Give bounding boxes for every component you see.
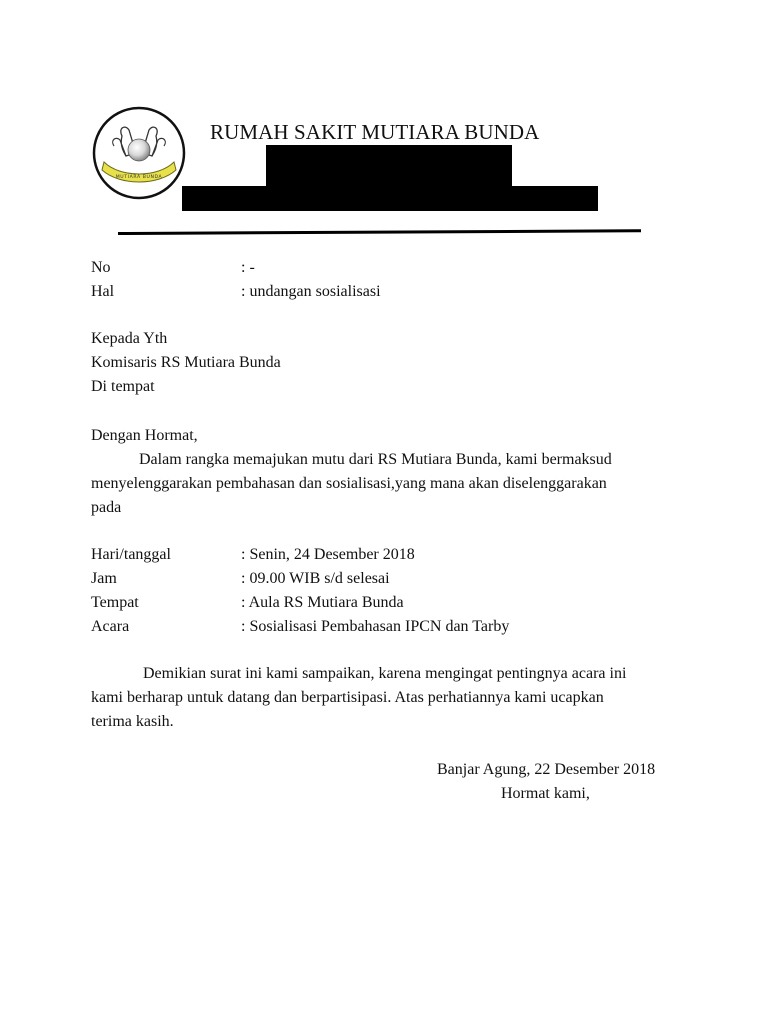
recipient-line: Di tempat <box>91 378 155 395</box>
intro-line: pada <box>91 499 122 516</box>
pearl-icon <box>128 139 150 161</box>
redacted-block <box>266 145 512 187</box>
closing-line: kami berharap untuk datang dan berpartisipasi. Atas perhatiannya kami ucapkan <box>91 689 604 706</box>
event-value: : Senin, 24 Desember 2018 <box>241 546 415 563</box>
redacted-block <box>182 186 598 211</box>
closing-line: terima kasih. <box>91 713 174 730</box>
logo-text: MUTIARA BUNDA <box>115 175 163 180</box>
event-label: Hari/tanggal <box>91 546 171 563</box>
header-divider <box>118 229 641 235</box>
no-value: : - <box>241 259 255 276</box>
recipient-line: Kepada Yth <box>91 330 168 347</box>
event-value: : Aula RS Mutiara Bunda <box>241 594 404 611</box>
place-date: Banjar Agung, 22 Desember 2018 <box>437 761 656 778</box>
event-label: Tempat <box>91 594 139 611</box>
greeting: Dengan Hormat, <box>91 427 198 444</box>
event-value: : 09.00 WIB s/d selesai <box>241 570 390 587</box>
no-label: No <box>91 259 111 276</box>
hospital-name: RUMAH SAKIT MUTIARA BUNDA <box>210 120 540 144</box>
event-value: : Sosialisasi Pembahasan IPCN dan Tarby <box>241 618 510 635</box>
intro-line: menyelenggarakan pembahasan dan sosialisasi,yang mana akan diselenggarakan <box>91 475 607 492</box>
intro-line: Dalam rangka memajukan mutu dari RS Mutiara Bunda, kami bermaksud <box>139 451 612 468</box>
recipient-line: Komisaris RS Mutiara Bunda <box>91 354 281 371</box>
hospital-logo <box>92 106 186 200</box>
closing-line: Demikian surat ini kami sampaikan, karena mengingat pentingnya acara ini <box>143 665 627 682</box>
hal-value: : undangan sosialisasi <box>241 283 381 300</box>
event-label: Acara <box>91 618 130 635</box>
regards: Hormat kami, <box>501 785 590 802</box>
hal-label: Hal <box>91 283 115 300</box>
event-label: Jam <box>91 570 117 587</box>
